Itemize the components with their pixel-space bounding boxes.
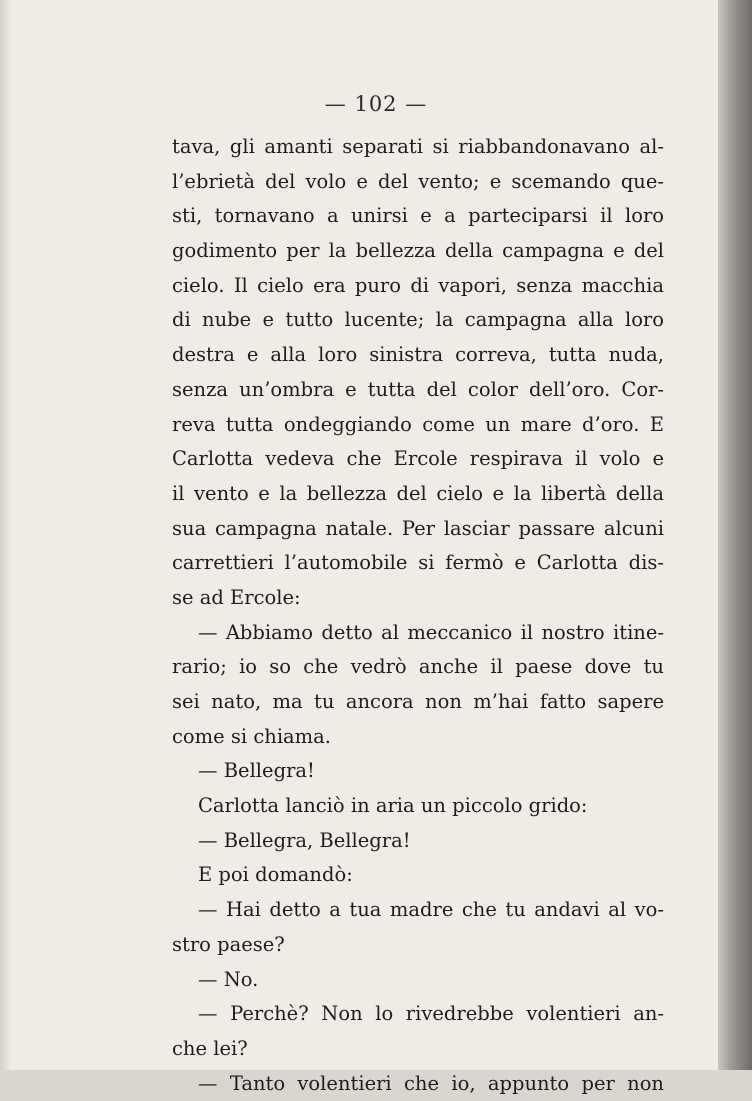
text-line: sei nato, ma tu ancora non m’hai fatto sapere [172, 690, 664, 713]
text-line: reva tutta ondeggiando come un mare d’oro. E [172, 412, 664, 436]
text-line: godimento per la bellezza della campagna e del [172, 239, 664, 263]
text-line: rario; io so che vedrò anche il paese dove tu [172, 655, 664, 679]
text-line: Carlotta vedeva che Ercole respirava il volo e [172, 447, 664, 471]
page-number: — 102 — [324, 92, 428, 116]
dialogue-line: — Hai detto a tua madre che tu andavi al vo- [198, 898, 664, 922]
text-line: sua campagna natale. Per lasciar passare alcuni [172, 516, 664, 540]
page-left-edge [0, 0, 10, 1070]
text-line: sti, tornavano a unirsi e a parteciparsi il loro [172, 204, 664, 228]
text-line: tava, gli amanti separati si riabbandonavano al- [172, 135, 664, 158]
text-line: come si chiama. [172, 724, 331, 748]
text-line: Carlotta lanciò in aria un piccolo grido: [198, 794, 588, 818]
dialogue-line: — No. [198, 967, 259, 991]
text-line: di nube e tutto lucente; la campagna alla loro [172, 308, 664, 332]
text-line: l’ebrietà del volo e del vento; e scemando que- [172, 169, 664, 193]
dialogue-line: — Bellegra, Bellegra! [198, 828, 411, 852]
text-line: cielo. Il cielo era puro di vapori, senza macchia [172, 273, 664, 297]
dialogue-line: — Abbiamo detto al meccanico il nostro itine- [198, 620, 664, 644]
body-text [172, 130, 664, 1101]
text-line: carrettieri l’automobile si fermò e Carlotta dis- [172, 551, 664, 575]
text-line: senza un’ombra e tutta del color dell’oro. Cor- [172, 377, 664, 401]
text-line: destra e alla loro sinistra correva, tutta nuda, [172, 343, 664, 367]
text-line: che lei? [172, 1036, 248, 1060]
dialogue-line: — Perchè? Non lo rivedrebbe volentieri an- [198, 1002, 664, 1026]
text-line: E poi domandò: [198, 863, 353, 887]
text-line: stro paese? [172, 932, 285, 956]
dialogue-line: — Tanto volentieri che io, appunto per non [198, 1071, 664, 1095]
text-line: il vento e la bellezza del cielo e la libertà della [172, 481, 664, 505]
text-line: se ad Ercole: [172, 585, 301, 609]
book-spine-shadow [718, 0, 752, 1070]
dialogue-line: — Bellegra! [198, 759, 315, 783]
